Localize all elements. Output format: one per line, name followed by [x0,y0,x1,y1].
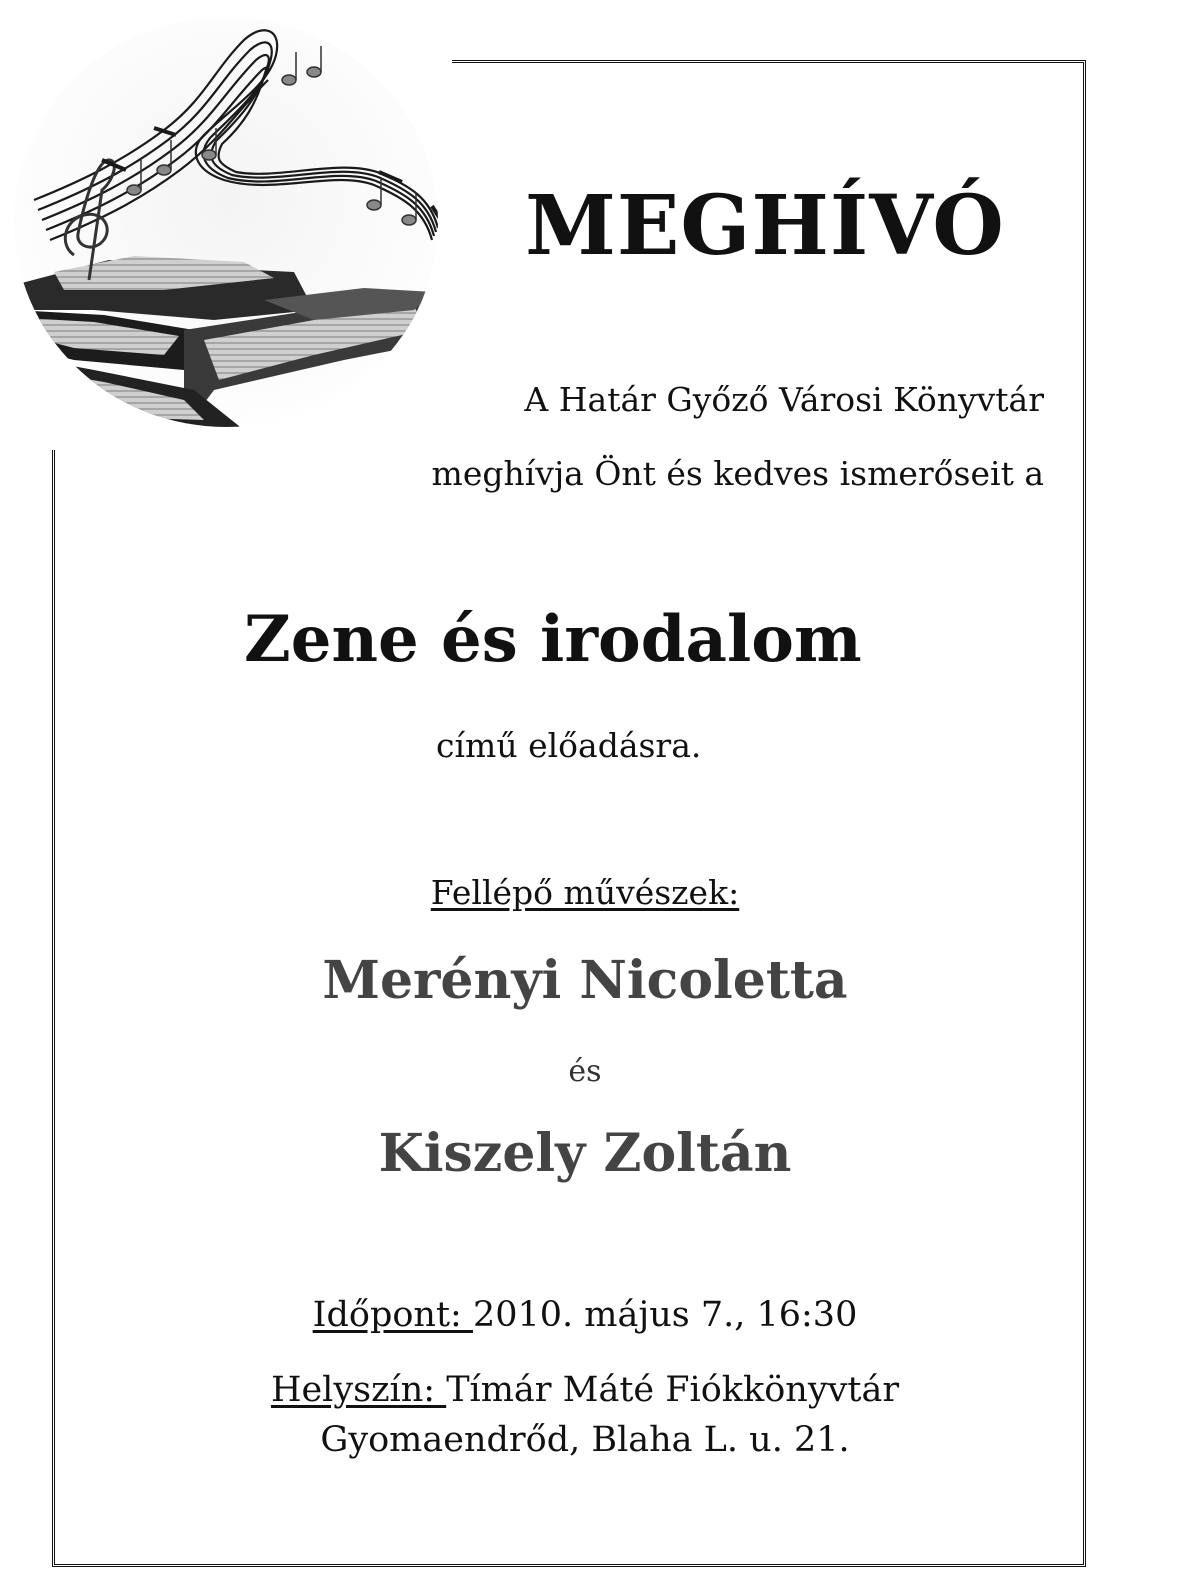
performer-2-name: Kiszely Zoltán [378,1123,792,1184]
event-subtitle: című előadásra. [436,726,702,765]
performer-1-name: Merényi Nicoletta [322,950,848,1011]
venue-address: Gyomaendrőd, Blaha L. u. 21. [320,1420,850,1460]
intro-line-1: A Határ Győző Városi Könyvtár [524,380,1044,419]
venue-line [52,1370,1118,1410]
music-staff-and-open-books-icon [14,10,446,430]
invitation-title: MEGHÍVÓ [525,178,1005,274]
date-label: Időpont: [312,1295,473,1335]
date-value: 2010. május 7., 16:30 [472,1295,858,1335]
performers-label: Fellépő művészek: [430,873,740,912]
intro-line-2: meghívja Önt és kedves ismerőseit a [431,454,1044,493]
venue-label: Helyszín: [270,1370,447,1410]
conjunction-text: és [568,1054,602,1089]
date-line [52,1295,1118,1335]
event-title: Zene és irodalom [244,602,862,677]
venue-name: Tímár Máté Fiókkönyvtár [446,1370,900,1410]
